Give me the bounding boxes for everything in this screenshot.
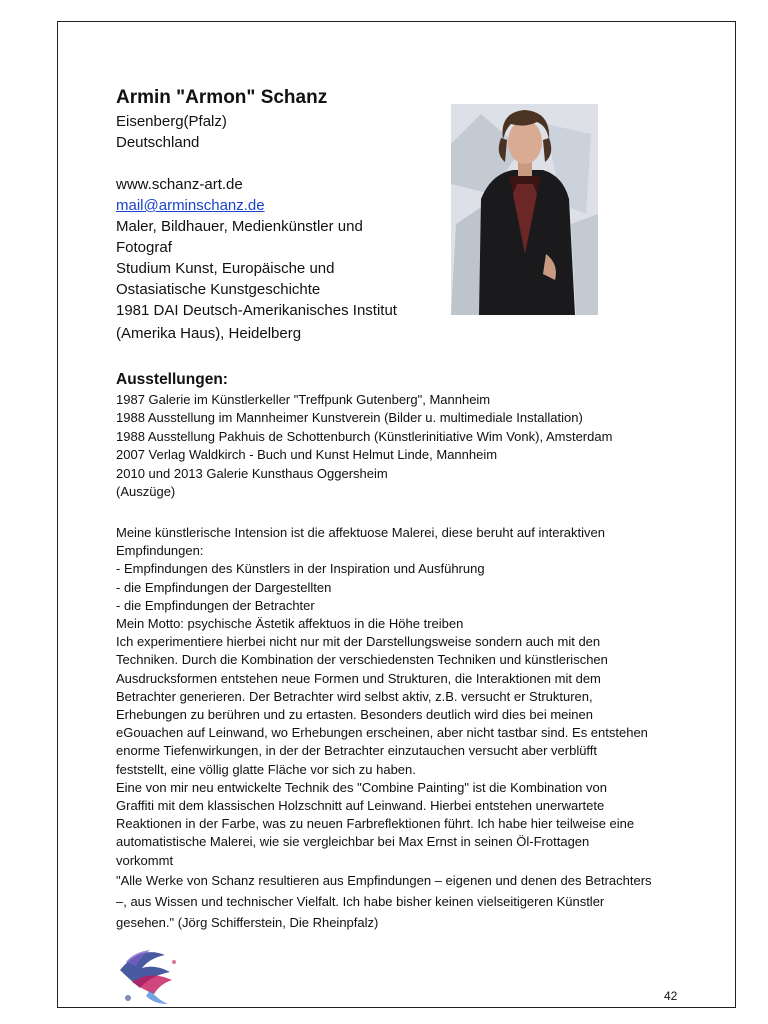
statement-line: feststellt, eine völlig glatte Fläche vor sich zu haben. — [116, 761, 416, 777]
email-link[interactable]: mail@arminschanz.de — [116, 197, 265, 214]
statement-line: eGouachen auf Leinwand, wo Erhebungen erscheinen, aber nicht tastbar sind. Es entstehen — [116, 725, 648, 741]
profession-line-2: Fotograf — [116, 239, 172, 256]
artist-name: Armin "Armon" Schanz — [116, 87, 328, 108]
artist-header — [116, 85, 446, 347]
artist-portrait-photo — [451, 104, 598, 315]
website-link[interactable]: www.schanz-art.de — [116, 176, 243, 193]
statement-line: Erhebungen zu berühren und zu ertasten. Besonders deutlich wird dies bei meinen — [116, 707, 593, 723]
statement-line: Empfindungen: — [116, 543, 204, 559]
statement-line: Techniken. Durch die Kombination der verschiedensten Techniken und künstlerischen — [116, 652, 608, 668]
institute-line-1: 1981 DAI Deutsch-Amerikanisches Institut — [116, 302, 397, 319]
statement-line: Graffiti mit dem klassischen Holzschnitt auf Leinwand. Hierbei entstehen unerwartete — [116, 798, 605, 814]
studies-line-1: Studium Kunst, Europäische und — [116, 260, 335, 277]
statement-line: Betrachter generieren. Der Betrachter wird selbst aktiv, z.B. versucht er Strukturen, — [116, 688, 593, 704]
exhibition-item: 2007 Verlag Waldkirch - Buch und Kunst Helmut Linde, Mannheim — [116, 447, 498, 463]
statement-line: - Empfindungen des Künstlers in der Inspiration und Ausführung — [116, 561, 485, 577]
statement-line: - die Empfindungen der Dargestellten — [116, 579, 332, 595]
exhibition-item: 1987 Galerie im Künstlerkeller "Treffpunk Gutenberg", Mannheim — [116, 392, 491, 407]
exhibition-item: 1988 Ausstellung im Mannheimer Kunstverein (Bilder u. multimediale Installation) — [116, 410, 583, 426]
statement-line: Ich experimentiere hierbei nicht nur mit der Darstellungsweise sondern auch mit den — [116, 634, 601, 650]
statement-line: Reaktionen in der Farbe, was zu neuen Farbreflektionen führt. Ich habe hier teilweise eine — [116, 816, 635, 832]
statement-line: Ausdrucksformen entstehen neue Formen und Strukturen, die Interaktionen mit dem — [116, 670, 601, 686]
statement-line: - die Empfindungen der Betrachter — [116, 597, 315, 613]
exhibitions-section — [116, 370, 716, 501]
exhibition-item: 1988 Ausstellung Pakhuis de Schottenburch (Künstlerinitiative Wim Vonk), Amsterdam — [116, 428, 613, 444]
profession-line-1: Maler, Bildhauer, Medienkünstler und — [116, 218, 363, 235]
statement-line: Meine künstlerische Intension ist die affektuose Malerei, diese beruht auf interaktiven — [116, 525, 605, 540]
location-city: Eisenberg(Pfalz) — [116, 113, 227, 130]
page-number: 42 — [664, 989, 678, 1003]
artist-statement — [116, 524, 686, 933]
statement-line: Eine von mir neu entwickelte Technik des "Combine Painting" ist die Kombination von — [116, 779, 607, 795]
institute-line-2: (Amerika Haus), Heidelberg — [116, 325, 302, 342]
studies-line-2: Ostasiatische Kunstgeschichte — [116, 281, 321, 298]
swirl-logo-icon — [110, 940, 190, 1010]
statement-line: automatistische Malerei, wie sie vergleichbar bei Max Ernst in seinen Öl-Frottagen — [116, 834, 590, 850]
location-country: Deutschland — [116, 134, 200, 151]
exhibition-note: (Auszüge) — [116, 484, 176, 500]
quote-line: –, aus Wissen und technischer Vielfalt. Ich habe bisher keinen vielseitigeren Künstler — [116, 893, 605, 909]
exhibition-item: 2010 und 2013 Galerie Kunsthaus Oggersheim — [116, 465, 388, 481]
statement-line: Mein Motto: psychische Ästetik affektuos in die Höhe treiben — [116, 616, 464, 632]
quote-line: gesehen." (Jörg Schifferstein, Die Rheinpfalz) — [116, 914, 379, 930]
statement-line: vorkommt — [116, 852, 174, 868]
statement-line: enorme Tiefenwirkungen, in der der Betrachter einzutauchen versucht aber verblüfft — [116, 743, 598, 759]
exhibitions-heading: Ausstellungen: — [116, 371, 228, 388]
quote-line: "Alle Werke von Schanz resultieren aus Empfindungen – eigenen und denen des Betrachters — [116, 872, 652, 888]
